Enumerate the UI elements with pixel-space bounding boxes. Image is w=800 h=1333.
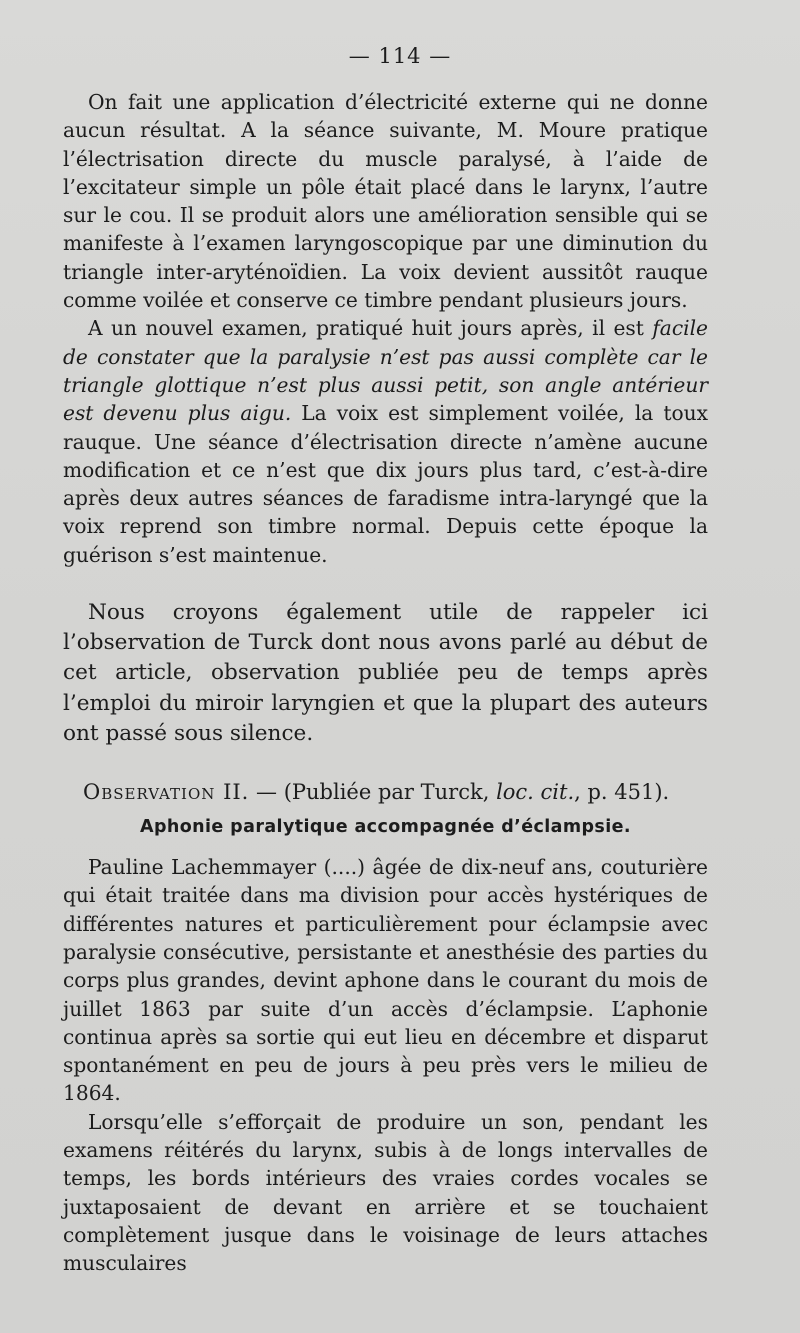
observation-source: — (Publiée par Turck, xyxy=(249,780,497,805)
paragraph-observation-turck: Nous croyons également utile de rappeler ici l’observation de Turck dont nous avons parlé au début de cet article, observation publiée peu de temps après l’emploi du miroir laryngien et que la plupart des auteurs ont passé sous silence. xyxy=(63,600,708,746)
observation-label: Observation II. xyxy=(83,780,250,805)
paragraph-laryngoscopy: Lorsqu’elle s’efforçait de produire un son, pendant les examens réitérés du larynx, subis à de longs intervalles de temps, les bords intérieurs des vraies cordes vocales se juxtaposaient de devant en arrière et se touchaient complètement jusque dans le voisinage de leurs attaches musculaires xyxy=(63,1109,708,1276)
observation-loc-cit: loc. cit. xyxy=(496,780,575,805)
page-body xyxy=(63,88,708,1278)
page-number: — 114 — xyxy=(348,44,452,68)
paragraph-tail-text: La voix est simplement voilée, la toux rauque. Une séance d’électrisation directe n’amène aucune modification et ce n’est que dix jours plus tard, c’est-à-dire après deux autres séances de faradisme intra-laryngé que la voix reprend son timbre normal. Depuis cette époque la guérison s’est maintenue. xyxy=(63,401,708,567)
paragraph-case-history: Pauline Lachemmayer (....) âgée de dix-neuf ans, couturière qui était traitée dans ma division pour accès hystériques de différentes natures et particulièrement pour éclampsie avec paralysie consécutive, persistante et anesthésie des parties du corps plus grandes, devint aphone dans le courant du mois de juillet 1863 par suite d’un accès d’éclampsie. L’aphonie continua après sa sortie qui eut lieu en décembre et disparut spontanément en peu de jours à peu près vers le milieu de 1864. xyxy=(63,855,708,1106)
emphasized-text: facile de constater que la paralysie n’est pas aussi complète car le triangle glottique n’est plus aussi petit, son angle antérieur est devenu plus aigu. xyxy=(63,316,708,426)
paragraph-nouvel-examen xyxy=(63,314,708,569)
paragraph-electrisation: On fait une application d’électricité externe qui ne donne aucun résultat. A la séance suivante, M. Moure pratique l’électrisation directe du muscle paralysé, à l’aide de l’excitateur simple un pôle était placé dans le larynx, l’autre sur le cou. Il se produit alors une amélioration sensible qui se manifeste à l’examen laryngoscopique par une diminution du triangle inter-aryténoïdien. La voix devient aussitôt rauque comme voilée et conserve ce timbre pendant plusieurs jours. xyxy=(63,90,708,313)
observation-page-ref: , p. 451). xyxy=(574,780,670,805)
paragraph-lead-text: A un nouvel examen, pratiqué huit jours après, il est xyxy=(88,316,653,341)
case-heading: Aphonie paralytique accompagnée d’éclampsie. xyxy=(140,817,631,838)
observation-title xyxy=(63,777,708,807)
